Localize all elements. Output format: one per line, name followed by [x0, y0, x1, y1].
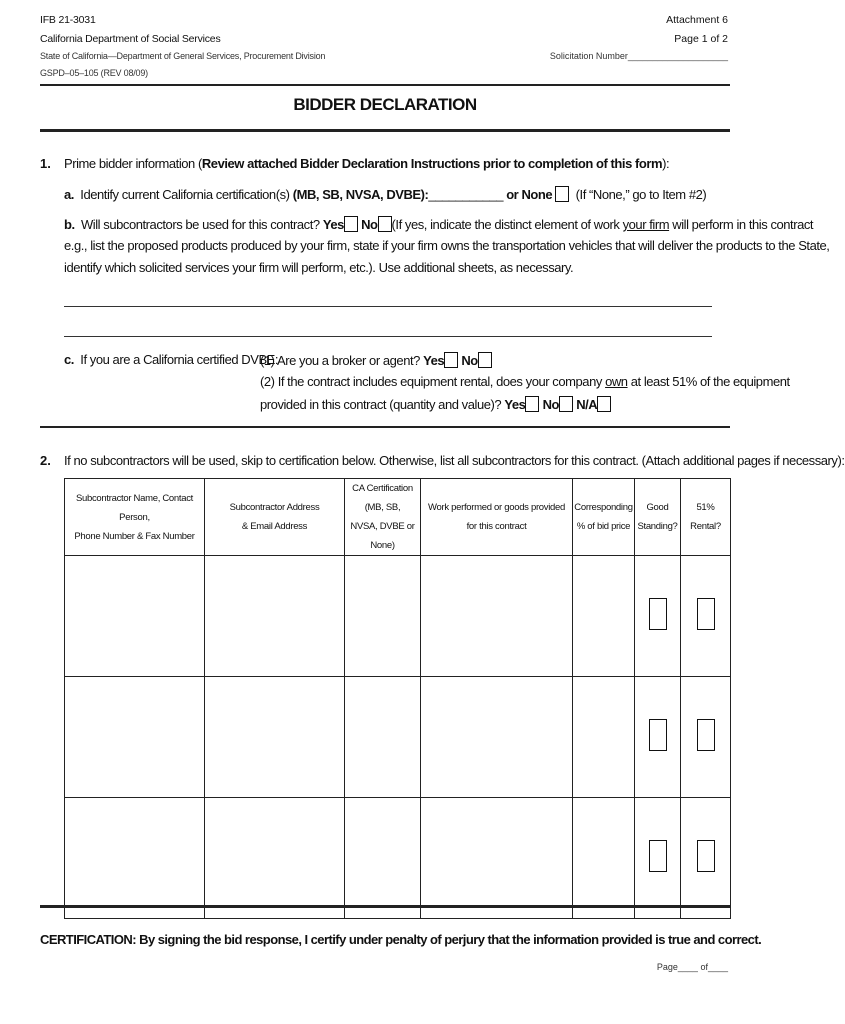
col-ca-certification: CA Certification (MB, SB, NVSA, DVBE or None) — [345, 479, 421, 556]
cell-percent[interactable] — [573, 798, 635, 919]
page-indicator: Page 1 of 2 — [674, 33, 728, 45]
item-1b: b. Will subcontractors be used for this contract? Yes No (If yes, indicate the distinct element of work your firm will perform in this contract — [64, 217, 814, 232]
col-subcontractor-name: Subcontractor Name, Contact Person, Phone Number & Fax Number — [65, 479, 205, 556]
item-1a: a. Identify current California certification(s) (MB, SB, NVSA, DVBE):___________ or None (If “None,” go to Item #2) — [64, 187, 707, 202]
page-total-field[interactable]: ____ — [707, 962, 728, 972]
solicitation-field[interactable]: ____________________ — [627, 51, 728, 61]
col-rental: 51% Rental? — [681, 479, 731, 556]
title-divider — [40, 129, 730, 132]
solicitation-label: Solicitation Number — [549, 51, 628, 61]
section-divider — [40, 426, 730, 428]
item-1b-line-2: e.g., list the proposed products produced by your firm, state if your firm owns the transportation vehicles that will deliver the products to the State, — [64, 238, 830, 253]
certification-statement: CERTIFICATION: By signing the bid response, I certify under penalty of perjury that the information provided is true and correct. — [40, 932, 762, 947]
header-divider — [40, 84, 730, 86]
cell-address[interactable] — [205, 556, 345, 677]
item-1-number: 1. — [40, 156, 51, 171]
cell-work[interactable] — [421, 556, 573, 677]
item-1c-q1: (1) Are you a broker or agent? Yes No — [260, 352, 492, 368]
cell-certification[interactable] — [345, 798, 421, 919]
cell-percent[interactable] — [573, 677, 635, 798]
cell-certification[interactable] — [345, 556, 421, 677]
col-bid-percent: Corresponding % of bid price — [573, 479, 635, 556]
cell-good-standing — [635, 798, 681, 919]
rental-na-checkbox[interactable] — [597, 396, 611, 412]
table-header-row — [65, 479, 731, 556]
form-title: BIDDER DECLARATION — [293, 95, 477, 114]
cell-name[interactable] — [65, 677, 205, 798]
cell-certification[interactable] — [345, 677, 421, 798]
subcontractor-table — [64, 478, 731, 919]
rental-checkbox[interactable] — [697, 598, 715, 630]
item-1b-line-3: identify which solicited services your firm will perform, etc.). Use additional sheets, as necessary. — [64, 260, 574, 275]
attachment-label: Attachment 6 — [666, 14, 728, 26]
item-2-text: If no subcontractors will be used, skip to certification below. Otherwise, list all subcontractors for this contract. (Attach additional pages if necessary): — [64, 453, 845, 468]
solicitation-number — [550, 51, 728, 61]
table-row — [65, 556, 731, 677]
none-checkbox[interactable] — [555, 186, 569, 202]
subcontractors-no-checkbox[interactable] — [378, 216, 392, 232]
rental-yes-checkbox[interactable] — [525, 396, 539, 412]
col-good-standing: Good Standing? — [635, 479, 681, 556]
cell-rental — [681, 798, 731, 919]
broker-no-checkbox[interactable] — [478, 352, 492, 368]
cell-name[interactable] — [65, 798, 205, 919]
good-standing-checkbox[interactable] — [649, 719, 667, 751]
page-number-field[interactable]: ____ — [677, 962, 698, 972]
cell-good-standing — [635, 556, 681, 677]
department-name: California Department of Social Services — [40, 33, 221, 45]
table-row — [65, 798, 731, 919]
cell-work[interactable] — [421, 798, 573, 919]
state-division: State of California—Department of General Services, Procurement Division — [40, 51, 326, 61]
rental-checkbox[interactable] — [697, 719, 715, 751]
col-work-performed: Work performed or goods provided for this contract — [421, 479, 573, 556]
good-standing-checkbox[interactable] — [649, 840, 667, 872]
cell-percent[interactable] — [573, 556, 635, 677]
broker-yes-checkbox[interactable] — [444, 352, 458, 368]
item-2-number: 2. — [40, 453, 51, 468]
cell-rental — [681, 556, 731, 677]
rental-no-checkbox[interactable] — [559, 396, 573, 412]
item-1-heading: Prime bidder information (Review attached Bidder Declaration Instructions prior to completion of this form): — [64, 156, 670, 171]
ifb-number: IFB 21-3031 — [40, 14, 96, 26]
col-subcontractor-address: Subcontractor Address & Email Address — [205, 479, 345, 556]
work-description-line-2[interactable] — [64, 336, 712, 337]
certification-divider — [40, 905, 730, 908]
cell-name[interactable] — [65, 556, 205, 677]
cell-good-standing — [635, 677, 681, 798]
good-standing-checkbox[interactable] — [649, 598, 667, 630]
item-1c-label: c. If you are a California certified DVBE: — [64, 352, 279, 367]
item-1c-q3: provided in this contract (quantity and value)? Yes No N/A — [260, 396, 611, 412]
work-description-line-1[interactable] — [64, 306, 712, 307]
certification-field[interactable]: ___________ — [428, 187, 504, 202]
cell-rental — [681, 677, 731, 798]
page-footer: Page____ of____ — [656, 962, 728, 972]
subcontractors-yes-checkbox[interactable] — [344, 216, 358, 232]
rental-checkbox[interactable] — [697, 840, 715, 872]
cell-address[interactable] — [205, 798, 345, 919]
table-row — [65, 677, 731, 798]
cell-work[interactable] — [421, 677, 573, 798]
cell-address[interactable] — [205, 677, 345, 798]
form-number: GSPD–05–105 (REV 08/09) — [40, 68, 148, 78]
item-1c-q2: (2) If the contract includes equipment rental, does your company own at least 51% of the equipment — [260, 374, 790, 389]
